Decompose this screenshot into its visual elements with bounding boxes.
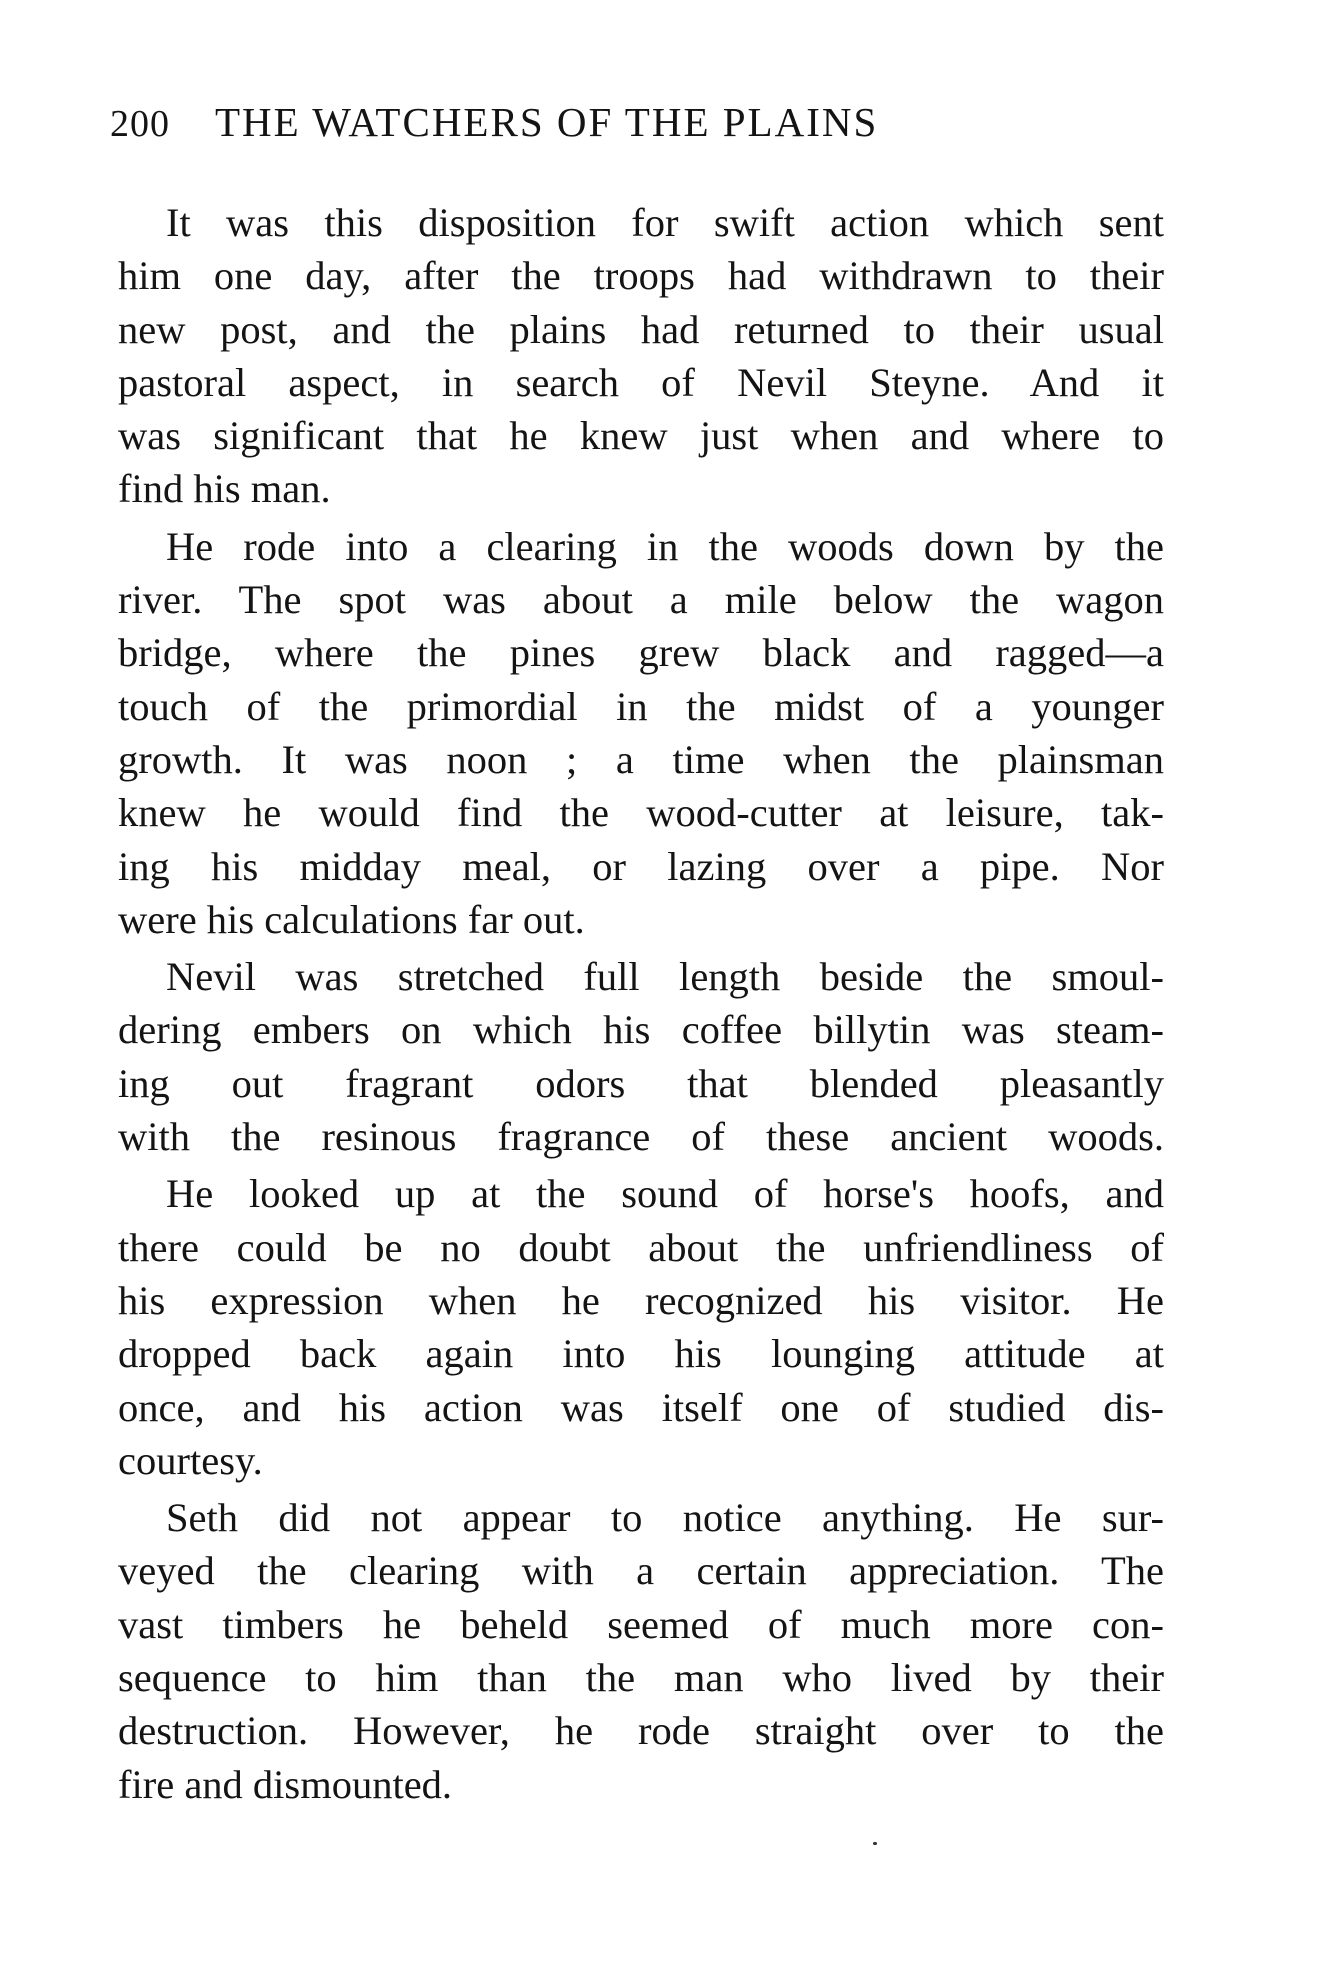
text-line: sequence to him than the man who lived by their [118, 1655, 1164, 1701]
text-line: was significant that he knew just when and where to [118, 413, 1164, 459]
text-line: fire and dismounted. [118, 1761, 453, 1807]
paragraph-4 [118, 1167, 1164, 1487]
running-header [110, 98, 1170, 158]
body-text [118, 196, 1164, 1815]
text-line: He looked up at the sound of horse's hoofs, and [166, 1171, 1164, 1217]
text-line: growth. It was noon ; a time when the plainsman [118, 736, 1164, 782]
text-line: He rode into a clearing in the woods down by the [166, 523, 1164, 569]
paragraph-5 [118, 1491, 1164, 1811]
text-line: bridge, where the pines grew black and ragged—a [118, 630, 1164, 676]
text-line: Seth did not appear to notice anything. He sur- [166, 1495, 1164, 1541]
running-title: THE WATCHERS OF THE PLAINS [215, 99, 879, 145]
text-line: Nevil was stretched full length beside the smoul- [166, 954, 1164, 1000]
text-line: river. The spot was about a mile below the wagon [118, 577, 1164, 623]
text-line: find his man. [118, 466, 331, 512]
text-line: It was this disposition for swift action which sent [166, 200, 1164, 245]
paragraph-3 [118, 950, 1164, 1163]
text-line: destruction. However, he rode straight over to the [118, 1708, 1164, 1754]
text-line: new post, and the plains had returned to their usual [118, 306, 1164, 352]
text-line: his expression when he recognized his visitor. He [118, 1277, 1164, 1323]
text-line: knew he would find the wood-cutter at leisure, tak- [118, 790, 1164, 836]
text-line: ing out fragrant odors that blended pleasantly [118, 1060, 1164, 1106]
text-line: courtesy. [118, 1437, 263, 1483]
text-line: him one day, after the troops had withdrawn to their [118, 253, 1164, 299]
text-line: pastoral aspect, in search of Nevil Steyne. And it [118, 359, 1164, 405]
paragraph-1 [118, 196, 1164, 516]
page-number: 200 [110, 103, 170, 145]
text-line: there could be no doubt about the unfriendliness of [118, 1224, 1164, 1270]
ink-speck [873, 1842, 877, 1845]
text-line: ing his midday meal, or lazing over a pipe. Nor [118, 843, 1164, 889]
text-line: dering embers on which his coffee billytin was steam- [118, 1007, 1164, 1053]
text-line: veyed the clearing with a certain appreciation. The [118, 1548, 1164, 1594]
text-line: dropped back again into his lounging attitude at [118, 1331, 1164, 1377]
text-line: were his calculations far out. [118, 896, 585, 942]
text-line: vast timbers he beheld seemed of much more con- [118, 1601, 1164, 1647]
paragraph-2 [118, 520, 1164, 946]
text-line: touch of the primordial in the midst of a younger [118, 683, 1164, 729]
text-line: once, and his action was itself one of studied dis- [118, 1384, 1164, 1430]
text-line: with the resinous fragrance of these ancient woods. [118, 1114, 1164, 1160]
